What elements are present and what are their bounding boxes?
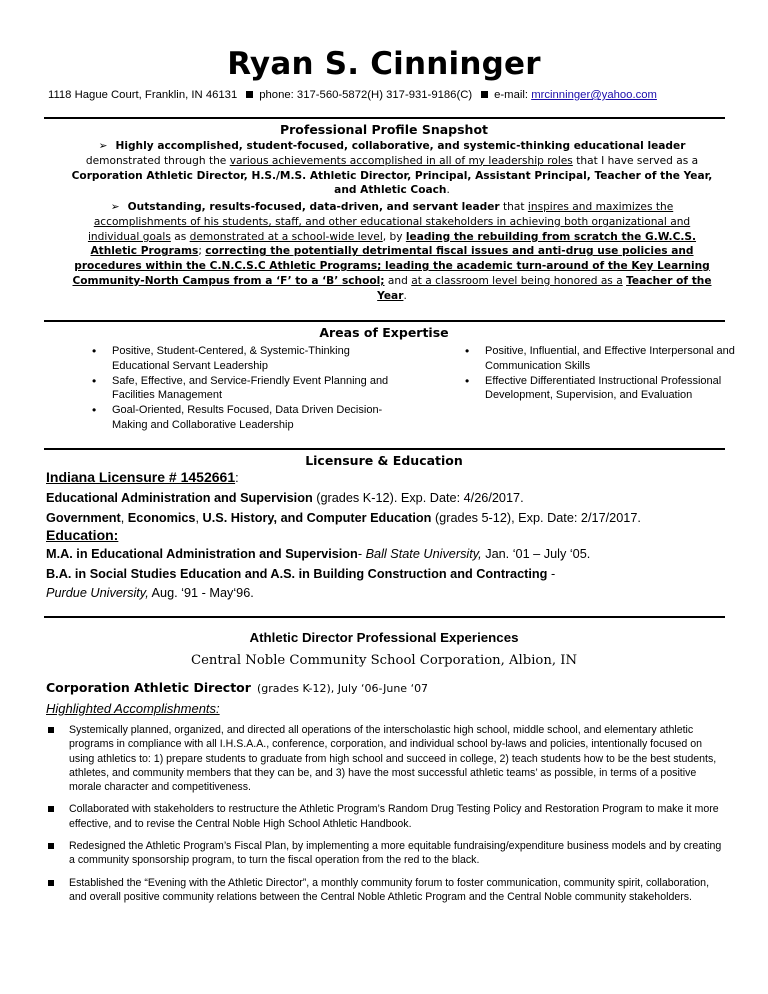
list-item: • Positive, Influential, and Effective Interpersonal and Communication Skills bbox=[465, 344, 735, 374]
employer: Central Noble Community School Corporation, Albion, IN bbox=[191, 653, 577, 668]
list-item: Collaborated with stakeholders to restructure the Athletic Program’s Random Drug Testing Policy and Restoration Program to make it more effective, and to revise the Central Noble High School Athletic Handbook. bbox=[48, 802, 724, 831]
accomplishments-list bbox=[48, 723, 724, 912]
athletic-title: Athletic Director Professional Experiences bbox=[249, 630, 519, 645]
profile-paragraph-2: ➢ Outstanding, results-focused, data-driven, and servant leader that inspires and maximizes the accomplishments of his students, staff, and other educational stakeholders in achieving both organizational and individual goals as demonstrated at a school-wide level, by leading the rebuilding from scratch the G.W.C.S. Athletic Programs; correcting the potentially detrimental fiscal issues and anti-drug use policies and procedures within the C.N.C.S.C Athletic Programs; leading the academic turn-around of the Key Learning Community-North Campus from a ‘F’ to a ‘B’ school; and at a classroom level being honored as a Teacher of the Year. bbox=[72, 201, 712, 302]
education-heading: Education: bbox=[46, 527, 119, 543]
expertise-right-list bbox=[465, 344, 735, 403]
expertise-left-list bbox=[92, 344, 392, 433]
license-line-2: Government, Economics, U.S. History, and Computer Education (grades 5-12), Exp. Date: 2/17/2017. bbox=[46, 511, 641, 525]
square-bullet-icon bbox=[481, 91, 488, 98]
divider bbox=[44, 616, 725, 618]
license-line-1: Educational Administration and Supervision (grades K-12). Exp. Date: 4/26/2017. bbox=[46, 491, 524, 505]
list-item: Redesigned the Athletic Program’s Fiscal Plan, by implementing a more equitable fundraising/expenditure business models and by creating a community sponsorship program, to turn the fiscal operation from the red to the black. bbox=[48, 839, 724, 868]
list-item: Systemically planned, organized, and directed all operations of the interscholastic high school, middle school, and elementary athletic programs in compliance with all I.H.S.A.A., conference, corporation, and individual school by-laws and policies, intentionally focused on using athletics to: 1) prepare students to graduate from high school and succeed in college, 2) teach students how to be the best students, athletes, and community members that they can be, and 3) have the most successful athletic teams’ as possible, in terms of a positive morale character and competitiveness. bbox=[48, 723, 724, 794]
arrow-bullet-icon: ➢ bbox=[98, 140, 108, 152]
license-heading: Indiana Licensure # 1452661: bbox=[46, 469, 239, 485]
list-item: Established the “Evening with the Athletic Director”, a monthly community forum to foster communication, community spirit, collaboration, and overall positive community relations between the Central Noble Athletic Program and the Central Noble community stakeholders. bbox=[48, 876, 724, 905]
list-item: • Safe, Effective, and Service-Friendly Event Planning and Facilities Management bbox=[92, 374, 392, 404]
list-item: • Goal-Oriented, Results Focused, Data Driven Decision-Making and Collaborative Leadership bbox=[92, 403, 392, 433]
square-bullet-icon bbox=[246, 91, 253, 98]
highlights-label: Highlighted Accomplishments: bbox=[46, 701, 220, 716]
contact-line bbox=[48, 89, 738, 101]
expertise-title: Areas of Expertise bbox=[319, 325, 449, 340]
divider bbox=[44, 448, 725, 450]
email-label: e-mail: bbox=[494, 89, 529, 101]
divider bbox=[44, 320, 725, 322]
role-line: Corporation Athletic Director (grades K-12), July ‘06-June ‘07 bbox=[46, 680, 429, 695]
degree-ba: B.A. in Social Studies Education and A.S. in Building Construction and Contracting - bbox=[46, 567, 556, 581]
address: 1118 Hague Court, Franklin, IN 46131 bbox=[48, 89, 238, 101]
degree-ba-school: Purdue University, Aug. ‘91 - May‘96. bbox=[46, 586, 254, 600]
arrow-bullet-icon: ➢ bbox=[110, 201, 120, 213]
phone: phone: 317-560-5872(H) 317-931-9186(C) bbox=[259, 89, 473, 101]
profile-paragraph-1: ➢ Highly accomplished, student-focused, collaborative, and systemic-thinking educational leader demonstrated through the various achievements accomplished in all of my leadership roles that I have served as a Corporation Athletic Director, H.S./M.S. Athletic Director, Principal, Assistant Principal, Teacher of the Year, and Athletic Coach. bbox=[71, 140, 713, 197]
list-item: • Positive, Student-Centered, & Systemic-Thinking Educational Servant Leadership bbox=[92, 344, 392, 374]
email-link[interactable]: mrcinninger@yahoo.com bbox=[531, 89, 657, 101]
licensure-title: Licensure & Education bbox=[305, 453, 463, 468]
profile-title: Professional Profile Snapshot bbox=[279, 122, 489, 137]
list-item: • Effective Differentiated Instructional Professional Development, Supervision, and Evaluation bbox=[465, 374, 735, 404]
applicant-name: Ryan S. Cinninger bbox=[227, 46, 541, 82]
degree-ma: M.A. in Educational Administration and Supervision- Ball State University, Jan. ‘01 – July ‘05. bbox=[46, 547, 591, 561]
divider bbox=[44, 117, 725, 119]
